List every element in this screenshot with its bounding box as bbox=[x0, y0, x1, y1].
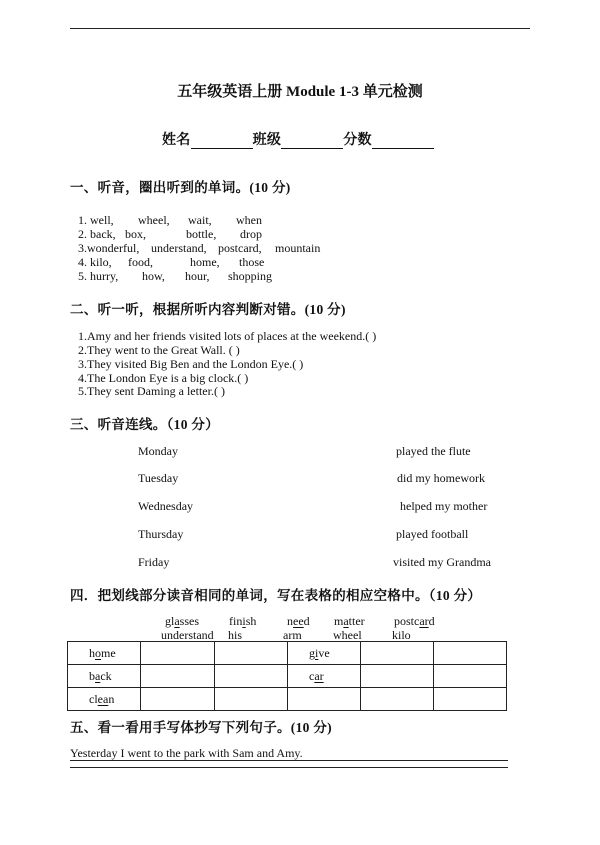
s3-day[interactable]: Wednesday bbox=[138, 499, 194, 513]
score-blank[interactable] bbox=[372, 134, 434, 149]
cell-home: home bbox=[68, 642, 141, 665]
blank-cell[interactable] bbox=[434, 665, 507, 688]
s4-word: postcard bbox=[394, 614, 435, 628]
s3-day[interactable]: Tuesday bbox=[138, 471, 179, 485]
blank-cell[interactable] bbox=[361, 642, 434, 665]
writing-line[interactable] bbox=[70, 767, 508, 768]
s4-word: matter bbox=[334, 614, 365, 628]
s4-word: glasses bbox=[165, 614, 200, 628]
s4-word: kilo bbox=[392, 628, 411, 642]
s3-activity[interactable]: played the flute bbox=[396, 444, 471, 458]
s4-word: finish bbox=[229, 614, 257, 628]
s1-word[interactable]: food, bbox=[128, 255, 153, 269]
blank-cell[interactable] bbox=[141, 642, 215, 665]
table-row bbox=[68, 688, 507, 711]
s3-activity[interactable]: helped my mother bbox=[400, 499, 488, 513]
s1-word[interactable]: 2. back, bbox=[78, 227, 116, 241]
s1-word[interactable]: hour, bbox=[185, 269, 210, 283]
s3-activity[interactable]: visited my Grandma bbox=[393, 555, 491, 569]
s2-item: 3.They visited Big Ben and the London Eye.( ) bbox=[78, 357, 304, 371]
page-title: 五年级英语上册 Module 1-3 单元检测 bbox=[177, 84, 423, 100]
table-row bbox=[68, 665, 507, 688]
s2-item: 4.The London Eye is a big clock.( ) bbox=[78, 371, 249, 385]
s2-item: 1.Amy and her friends visited lots of places at the weekend.( ) bbox=[78, 329, 377, 343]
blank-cell[interactable] bbox=[215, 665, 288, 688]
blank-cell[interactable] bbox=[141, 665, 215, 688]
section2-heading: 二、听一听，根据所听内容判断对错。(10 分) bbox=[70, 302, 346, 317]
s3-day[interactable]: Monday bbox=[138, 444, 178, 458]
s1-word[interactable]: understand, bbox=[151, 241, 207, 255]
class-label: 班级 bbox=[252, 133, 282, 148]
section5-heading: 五、看一看用手写体抄写下列句子。(10 分) bbox=[70, 720, 332, 735]
section4-heading: 四．把划线部分读音相同的单词，写在表格的相应空格中。（10 分） bbox=[70, 588, 482, 603]
s1-word[interactable]: those bbox=[239, 255, 265, 269]
section1-heading: 一、听音，圈出听到的单词。(10 分) bbox=[70, 180, 291, 195]
blank-cell[interactable] bbox=[215, 642, 288, 665]
s1-word[interactable]: home, bbox=[190, 255, 220, 269]
student-info-line bbox=[162, 129, 434, 149]
s4-word: understand bbox=[161, 628, 214, 642]
s1-word[interactable]: 1. well, bbox=[78, 213, 114, 227]
cell-give: give bbox=[288, 642, 361, 665]
s1-word[interactable]: wheel, bbox=[138, 213, 170, 227]
s1-word[interactable]: how, bbox=[142, 269, 165, 283]
blank-cell[interactable] bbox=[361, 688, 434, 711]
blank-cell[interactable] bbox=[288, 688, 361, 711]
blank-cell[interactable] bbox=[434, 688, 507, 711]
s3-activity[interactable]: did my homework bbox=[397, 471, 485, 485]
blank-cell[interactable] bbox=[215, 688, 288, 711]
name-blank[interactable] bbox=[191, 134, 253, 149]
s2-item: 5.They sent Daming a letter.( ) bbox=[78, 384, 225, 398]
blank-cell[interactable] bbox=[434, 642, 507, 665]
s1-word[interactable]: wait, bbox=[188, 213, 212, 227]
s1-word[interactable]: box, bbox=[125, 227, 146, 241]
s4-word: his bbox=[228, 628, 243, 642]
s4-word: wheel bbox=[333, 628, 362, 642]
cell-car: car bbox=[288, 665, 361, 688]
s1-word[interactable]: drop bbox=[240, 227, 262, 241]
s1-word[interactable]: 4. kilo, bbox=[78, 255, 112, 269]
cell-back: back bbox=[68, 665, 141, 688]
s3-day[interactable]: Friday bbox=[138, 555, 170, 569]
s1-word[interactable]: when bbox=[236, 213, 262, 227]
top-rule bbox=[70, 28, 530, 29]
s1-word[interactable]: 5. hurry, bbox=[78, 269, 119, 283]
blank-cell[interactable] bbox=[361, 665, 434, 688]
cell-clean: clean bbox=[68, 688, 141, 711]
s4-word: arm bbox=[283, 628, 302, 642]
s1-word[interactable]: mountain bbox=[275, 241, 321, 255]
copy-sentence: Yesterday I went to the park with Sam and Amy. bbox=[70, 746, 303, 760]
s4-word: need bbox=[287, 614, 310, 628]
writing-line[interactable] bbox=[70, 760, 508, 761]
s3-day[interactable]: Thursday bbox=[138, 527, 184, 541]
table-row bbox=[68, 642, 507, 665]
s1-word[interactable]: postcard, bbox=[218, 241, 262, 255]
s1-word[interactable]: shopping bbox=[228, 269, 273, 283]
s1-word[interactable]: bottle, bbox=[186, 227, 217, 241]
sound-table bbox=[67, 641, 507, 711]
score-label: 分数 bbox=[343, 133, 372, 148]
class-blank[interactable] bbox=[281, 134, 343, 149]
s2-item: 2.They went to the Great Wall. ( ) bbox=[78, 343, 240, 357]
name-label: 姓名 bbox=[162, 133, 191, 148]
s3-activity[interactable]: played football bbox=[396, 527, 469, 541]
s1-word[interactable]: 3.wonderful, bbox=[78, 241, 140, 255]
blank-cell[interactable] bbox=[141, 688, 215, 711]
section3-heading: 三、听音连线。（10 分） bbox=[70, 417, 220, 432]
